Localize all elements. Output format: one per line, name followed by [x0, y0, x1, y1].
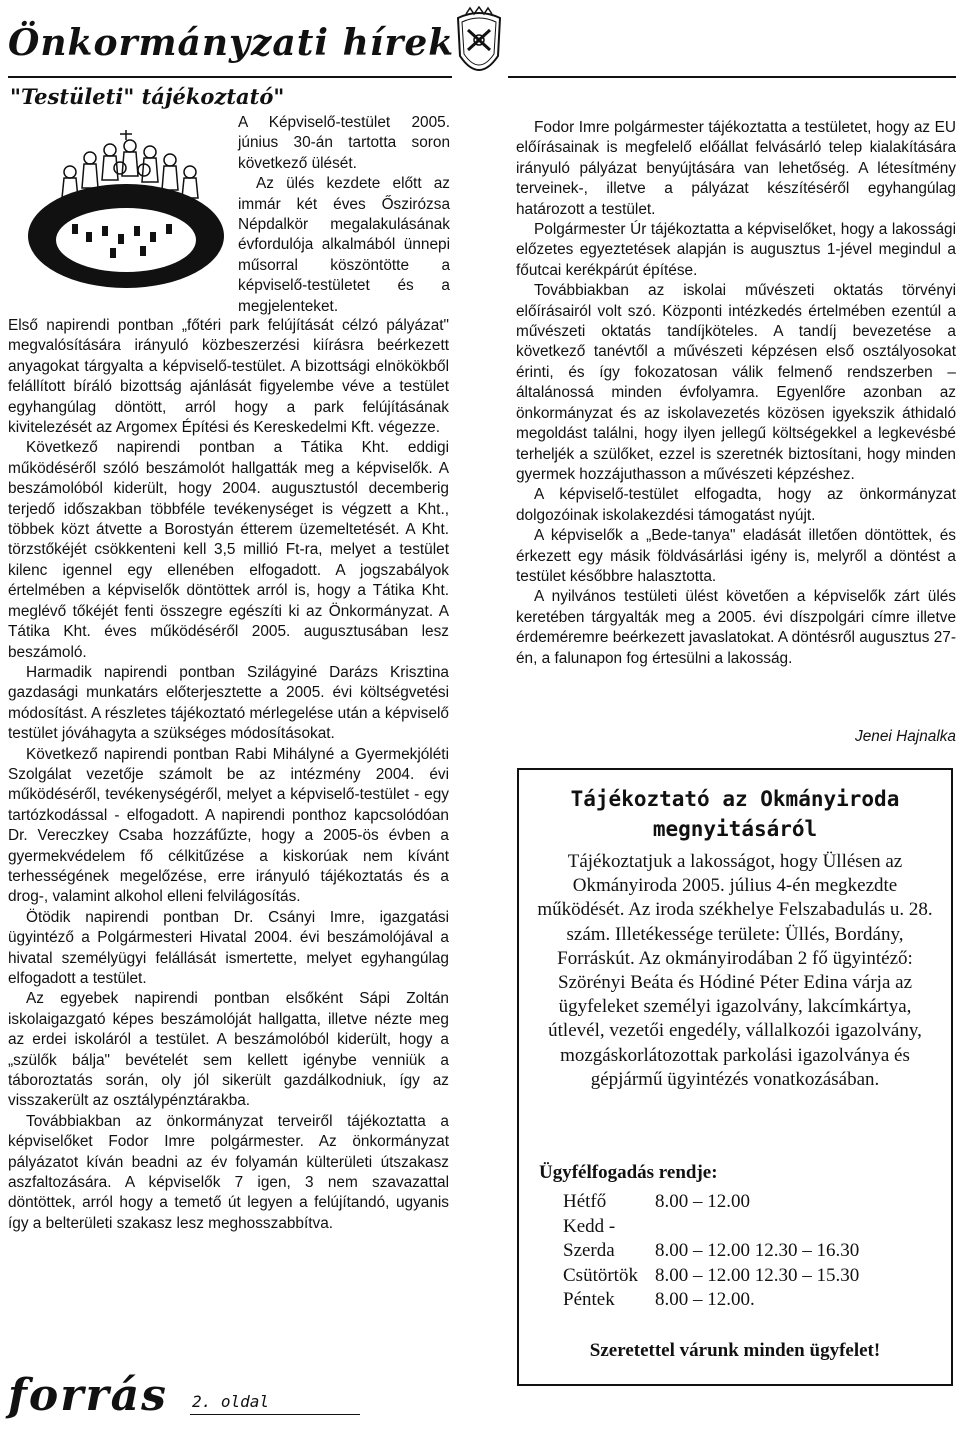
intro-paragraph: Az ülés kezdete előtt az immár két éves Őszirózsa Népdalkör megalakulásának évfordulója alkalmából ünnepi műsorral köszöntötte a képviselő-testületet és a megjelenteket. [238, 175, 450, 315]
hours-row [563, 1264, 859, 1289]
hours-day: Péntek [563, 1289, 615, 1310]
coat-of-arms-icon [452, 6, 506, 88]
section-title: "Testületi" tájékoztató" [10, 84, 285, 109]
hours-time: 8.00 – 12.00 12.30 – 16.30 [655, 1240, 860, 1261]
article-paragraph: Első napirendi pontban „főtéri park felújítását célzó pályázat" megvalósítására irányuló közbeszerzési kiírásra beérkezett anyagokat tárgyalta a képviselő-testület. A bizottsági elnökökből felállított bíráló bizottság ajánlását figyelembe véve a testület egyhangúlag döntött, arról hogy a park felújításának kivitelezését az Argomex Építési és Kereskedelmi Kft. végezze. [8, 317, 449, 437]
article-paragraph: A képviselők a „Bede-tanya" eladását illetően döntöttek, és érkezett egy másik földvásárlási igény is, melyről a döntést a testület későbbre halasztotta. [516, 527, 956, 585]
article-paragraph: Következő napirendi pontban Rabi Mihályné a Gyermekjóléti Szolgálat vezetője számolt be az intézmény 2004. évi működéséről, tevékenységéről, melyet a képviselő-testület - egy tartózkodással - elfogadott. A napirendi ponthoz kapcsolódóan Dr. Vereczkey Csaba hozzáfűzte, hogy a 2005-ös évben a gyermekvédelem fő célkitűzése a kiskorúak nem kívánt terhességének megelőzése, erre irányuló tájékoztatás és a drog-, valamint alkohol elleni felvilágosítás. [8, 745, 449, 906]
article-paragraph: Polgármester Úr tájékoztatta a képviselőket, hogy a lakossági előzetes egyeztetések alapján is augusztus 1-jével megindul a főutcai kerékpárút építése. [516, 221, 956, 279]
article-paragraph: Továbbiakban az iskolai művészeti oktatás törvényi előírásairól volt szó. Központi intézkedés értelmében ezentúl a művészeti oktatás tandíjköteles. A tandíj bevezetése a következő tanévtől a művészeti képzésen első osztályosokat érinti, és így fokozatosan válik felmenő rendszerben – általánossá minden évfolyamra. Egyenlőre azonban az önkormányzat és az iskolavezetés közösen igyekszik áthidaló megoldást találni, hogy ilyen jellegű költségekkel a legkevésbé terheljék a szülőket, ezzel is szeretnék biztosítani, hogy minden gyermek hozzájuthasson a művészeti képzéshez. [516, 282, 956, 483]
header-rule-left [8, 76, 452, 78]
choir-illustration [20, 128, 232, 308]
intro-text [238, 113, 450, 317]
hours-row [563, 1215, 859, 1240]
page-number: 2. oldal [192, 1392, 270, 1411]
author-signature: Jenei Hajnalka [855, 728, 956, 745]
left-column [8, 316, 449, 1234]
header-rule-right [508, 76, 956, 78]
intro-paragraph: A Képviselő-testület 2005. június 30-án tartotta soron következő ülését. [238, 114, 450, 172]
article-paragraph: Az egyebek napirendi pontban elsőként Sápi Zoltán iskolaigazgató képes beszámolóját hallgatta, illetve nézte meg az erdei iskoláról a testület. A beszámolóból kiderült, hogy a „szülők bálja" bevételét sem kellett igénybe venniük a táboroztatás során, oly jól sikerült gazdálkodniuk, így az visszakerült az osztálypénztárakba. [8, 990, 449, 1110]
hours-row [563, 1190, 859, 1215]
hours-day: Szerda [563, 1240, 615, 1261]
article-paragraph: A képviselő-testület elfogadta, hogy az önkormányzat dolgozóinak iskolakezdési támogatást nyújt. [516, 486, 956, 524]
hours-day: Csütörtök [563, 1264, 638, 1286]
article-paragraph: Továbbiakban az önkormányzat terveiről tájékoztatta a képviselőket Fodor Imre polgármester. Az önkormányzat pályázatot kíván beadni az év folyamán külterületi útszakasz aszfaltozására. A képviselők 7 igen, 3 nem szavazattal döntöttek, arról hogy a temető út legyen a felújítandó, ugyanis így a belterületi szakasz lesz meghosszabbítva. [8, 1112, 449, 1232]
notice-box [517, 768, 953, 1386]
hours-day: Hétfő [563, 1191, 607, 1212]
notice-title: Tájékoztató az Okmányiroda megnyitásáról [570, 787, 900, 841]
hours-table [563, 1190, 859, 1313]
notice-footer: Szeretettel várunk minden ügyfelet! [589, 1340, 881, 1361]
right-column [516, 118, 956, 669]
article-paragraph: A nyilvános testületi ülést követően a képviselők zárt ülés keretében tárgyalták meg a 2005. évi díszpolgári címre illetve érdeméremre beérkezett javaslatokat. A döntésről augusztus 27-én, a falunapon fog értesülni a lakosság. [516, 588, 956, 667]
article-paragraph: Harmadik napirendi pontban Szilágyiné Darázs Krisztina gazdasági munkatárs előterjesztette a 2005. évi költségvetési módosítást. A részletes tájékoztató mérlegelése után a képviselő testület jóváhagyta a szükséges módosításokat. [8, 663, 449, 743]
notice-body: Tájékoztatjuk a lakosságot, hogy Üllésen az Okmányiroda 2005. július 4-én megkezdte működését. Az iroda székhelye Felszabadulás u. 28. szám. Illetékessége területe: Üllés, Bordány, Forráskút. Az okmányirodában 2 fő ügyintéző: Szörényi Beáta és Hódiné Péter Edina várja az ügyfeleket személyi igazolvány, lakcímkártya, útlevél, vezetői engedély, vállalkozói igazolvány, mozgáskorlátozottak parkolási igazolványa és gépjármű ügyintézés vonatkozásában. [537, 851, 933, 1090]
article-paragraph: Fodor Imre polgármester tájékoztatta a testületet, hogy az EU előírásainak is megfelelő előállat felvásárló telep kialakítására irányuló pályázat benyújtására van lehetőség. A létesítmény terveinek-, illetve a pályázat készítéséről egyhangúlag határozott a testület. [516, 119, 956, 218]
hours-heading: Ügyfélfogadás rendje: [539, 1162, 718, 1183]
hours-row [563, 1288, 859, 1313]
footer-rule [190, 1414, 360, 1415]
hours-row [563, 1239, 859, 1264]
hours-time: 8.00 – 12.00. [655, 1289, 755, 1310]
hours-time: 8.00 – 12.00 12.30 – 15.30 [655, 1264, 860, 1286]
hours-day: Kedd - [563, 1215, 616, 1237]
article-paragraph: Következő napirendi pontban a Tátika Kht. eddigi működéséről szóló beszámolót hallgatták meg a képviselők. A beszámolóból kiderült, hogy 2004. augusztustól decemberig terjedő időszakban többféle tevékenységet is végzett a Kht., többek közt átvette a Borostyán étterem üzemeltetését. A Kht. törzstőkéjét csökkenteni kell 3,5 millió Ft-ra, melyet a testület kilenc igennel egy ellenében elfogadott. A jogszabályok értelmében a képviselők döntöttek arról is, hogy a Tátika Kht. meglévő tőkéjét fenti összegre egészíti ki az Önkormányzat. A Tátika Kht. éves működéséről 2005. augusztusában lesz beszámoló. [8, 439, 449, 661]
forras-logo: forrás [8, 1370, 168, 1421]
article-paragraph: Ötödik napirendi pontban Dr. Csányi Imre, igazgatási ügyintéző a Polgármesteri Hivatal 2004. évi beszámolójával a hivatal személyügyi felállását ismertette, melyet egyhangúlag elfogadott a testület. [8, 908, 449, 987]
hours-time: 8.00 – 12.00 [655, 1191, 750, 1212]
masthead-title: Önkormányzati hírek [8, 22, 455, 64]
